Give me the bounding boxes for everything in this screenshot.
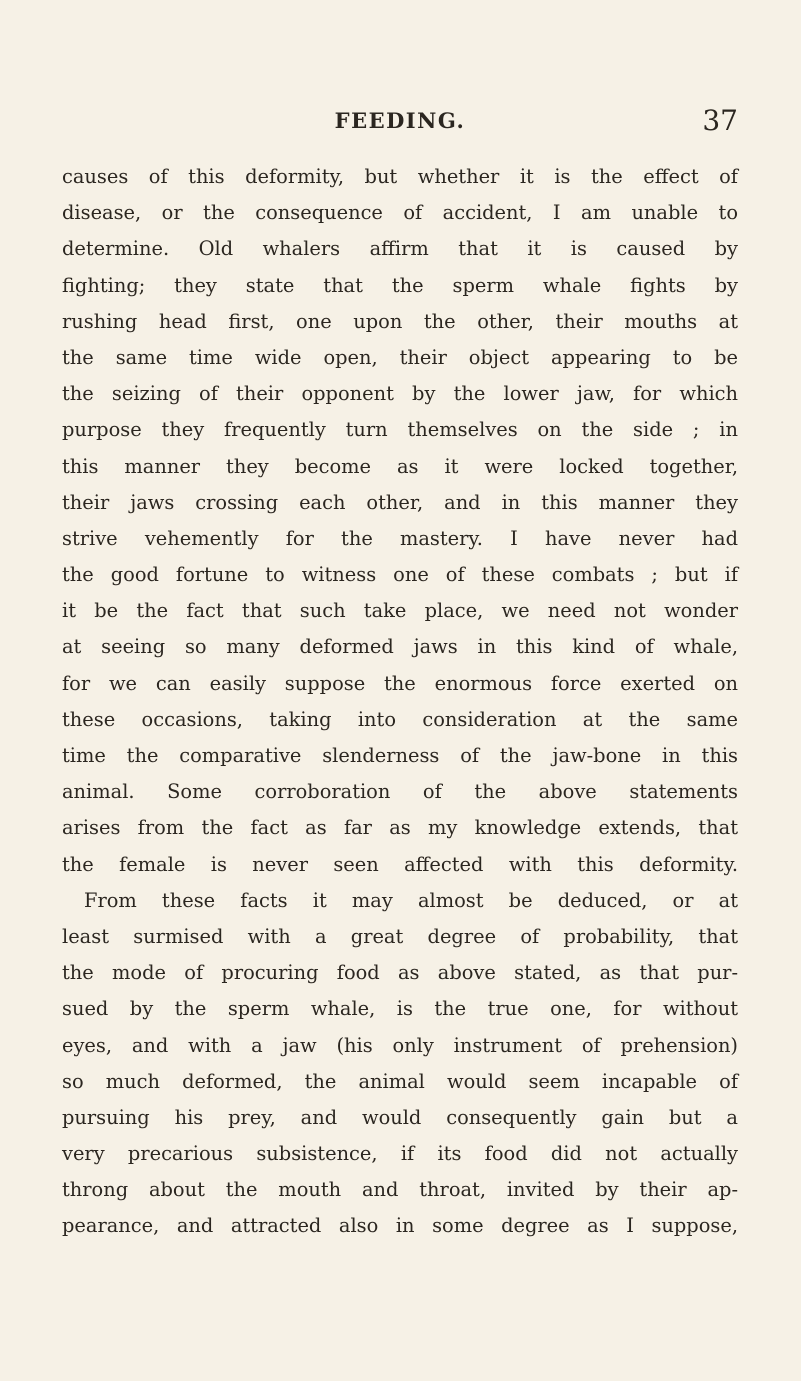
text-line: least surmised with a great degree of probability, that	[62, 924, 738, 948]
text-line-paragraph-start: From these facts it may almost be deduced, or at	[84, 888, 738, 912]
text-line: for we can easily suppose the enormous force exerted on	[62, 671, 738, 695]
text-line: rushing head first, one upon the other, their mouths at	[62, 309, 738, 333]
text-line: animal. Some corroboration of the above statements	[62, 780, 738, 804]
page-header	[62, 106, 738, 142]
text-line: fighting; they state that the sperm whale fights by	[62, 273, 738, 297]
page-number: 37	[702, 104, 738, 137]
text-line: arises from the fact as far as my knowledge extends, that	[62, 816, 738, 840]
text-line: throng about the mouth and throat, invited by their ap-	[62, 1178, 738, 1202]
text-line: so much deformed, the animal would seem incapable of	[62, 1069, 738, 1093]
text-line: it be the fact that such take place, we need not wonder	[62, 599, 738, 623]
text-line: disease, or the consequence of accident, I am unable to	[62, 201, 738, 225]
text-line: eyes, and with a jaw (his only instrument of prehension)	[62, 1033, 738, 1057]
text-line: their jaws crossing each other, and in this manner they	[62, 490, 738, 514]
body-text	[62, 159, 738, 1245]
text-line: the good fortune to witness one of these combats ; but if	[62, 563, 738, 587]
text-line: these occasions, taking into consideration at the same	[62, 707, 738, 731]
text-line: this manner they become as it were locked together,	[62, 454, 738, 478]
text-line: at seeing so many deformed jaws in this kind of whale,	[62, 635, 738, 659]
text-line: time the comparative slenderness of the jaw-bone in this	[62, 744, 738, 767]
text-line: the same time wide open, their object appearing to be	[62, 345, 738, 369]
text-line: pursuing his prey, and would consequently gain but a	[62, 1105, 738, 1129]
text-line: purpose they frequently turn themselves on the side ; in	[62, 418, 738, 442]
text-line: sued by the sperm whale, is the true one, for without	[62, 997, 738, 1021]
text-line: the mode of procuring food as above stated, as that pur-	[62, 961, 738, 985]
text-line: strive vehemently for the mastery. I have never had	[62, 526, 738, 550]
text-line: pearance, and attracted also in some degree as I suppose,	[62, 1214, 738, 1238]
text-line: the seizing of their opponent by the lower jaw, for which	[62, 382, 738, 406]
running-head: FEEDING.	[334, 108, 466, 133]
text-line: the female is never seen affected with this deformity.	[62, 852, 738, 876]
text-line: very precarious subsistence, if its food did not actually	[62, 1142, 738, 1166]
text-line: determine. Old whalers affirm that it is caused by	[62, 237, 738, 261]
text-line: causes of this deformity, but whether it is the effect of	[62, 165, 738, 188]
